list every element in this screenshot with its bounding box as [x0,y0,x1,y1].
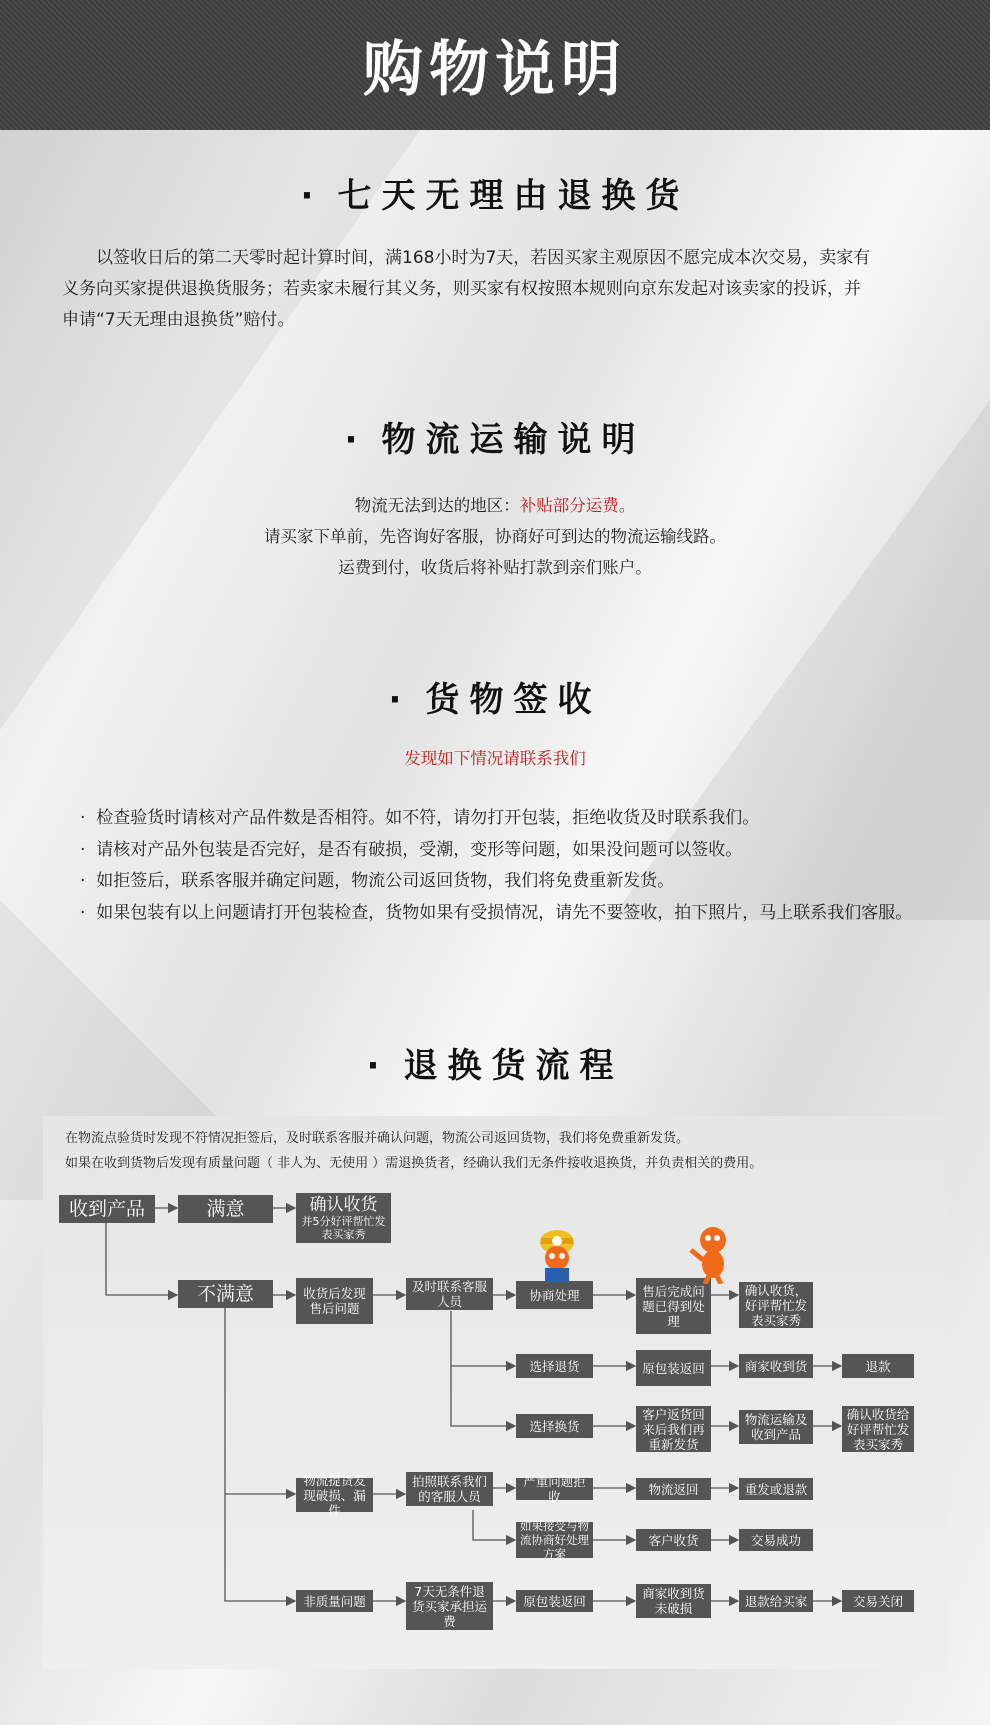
returns-paragraph [62,243,932,336]
node-negotiate: 协商处理 [516,1281,593,1309]
node-deal-done: 交易成功 [739,1529,813,1551]
section-title-returns [0,168,990,217]
node-satisfied: 满意 [178,1195,273,1223]
section-title-text: 货物签收 [425,680,602,720]
node-confirm3: 确认收货给好评帮忙发表买家秀 [842,1406,914,1452]
logistics-text [0,490,990,583]
node-strict-reject: 严重问题拒收 [516,1478,593,1500]
page-title: 购物说明 [363,35,627,105]
delivery-subtitle: 发现如下情况请联系我们 [404,749,586,768]
node-receive: 收到产品 [59,1195,155,1223]
bullet-dot: · [300,176,324,216]
node-contact-cs: 及时联系客服人员 [406,1278,493,1310]
logistics-line-1 [0,490,990,521]
node-after-issue: 收货后发现售后问题 [296,1278,373,1324]
section-title-process [0,1038,990,1087]
node-resend-refund: 重发或退款 [739,1478,813,1500]
flowchart-intro-line: 如果在收到货物后发现有质量问题（ 非人为、无使用 ）需退换货者，经确认我们无条件接收退换货，并负责相关的费用。 [65,1156,763,1171]
bullet-dot: · [344,420,368,460]
mascot-icon [683,1224,737,1284]
node-logistics-return: 物流返回 [636,1478,711,1500]
node-orig-pkg-return: 原包装返回 [636,1350,711,1386]
node-merchant-recv: 商家收到货 [739,1354,813,1378]
node-merchant-recv-ok: 商家收到货未破损 [636,1584,711,1618]
bullet-dot: · [388,680,412,720]
node-confirm [296,1193,391,1243]
list-item: · 检查验货时请核对产品件数是否相符。如不符，请勿打开包装，拒绝收货及时联系我们。 [62,803,932,835]
list-item: · 如果包装有以上问题请打开包装检查，货物如果有受损情况，请先不要签收，拍下照片，马上联系我们客服。 [62,898,932,930]
page-header [0,0,990,130]
node-confirm2: 确认收货，好评帮忙发表买家秀 [739,1282,813,1328]
section-title-logistics [0,412,990,461]
section-title-text: 退换货流程 [403,1046,624,1086]
node-unsatisfied: 不满意 [178,1280,273,1308]
node-after-done: 售后完成问题已得到处理 [636,1278,711,1334]
worker-mascot-icon [531,1226,583,1284]
node-customer-recv: 客户收货 [636,1529,711,1551]
paragraph-line: 以签收日后的第二天零时起计算时间，满168小时为7天，若因买家主观原因不愿完成本次交易，卖家有 [62,248,871,268]
return-process-flowchart [43,1116,947,1669]
logistics-line-2: 请买家下单前，先咨询好客服，协商好可到达的物流运输线路。 [264,527,726,546]
bullet-dot: · [366,1046,390,1086]
node-orig-pkg-return-2: 原包装返回 [516,1590,593,1612]
node-refund: 退款 [842,1354,914,1378]
node-confirm-title: 确认收货 [309,1195,378,1215]
node-logistics-damage: 物流提货发现破损、漏件 [296,1478,373,1512]
logistics-line-3: 运费到付，收货后将补贴打款到亲们账户。 [338,558,652,577]
node-customer-return: 客户返货回来后我们再重新发货 [636,1406,711,1452]
delivery-bullet-list [62,803,932,929]
node-non-quality: 非质量问题 [296,1590,373,1612]
node-deal-closed: 交易关闭 [842,1590,914,1612]
flowchart-intro-line: 在物流点验货时发现不符情况拒签后，及时联系客服并确认问题，物流公司返回货物，我们将免费重新发货。 [65,1131,690,1146]
node-refund-buyer: 退款给买家 [739,1590,813,1612]
section-title-text: 七天无理由退换货 [337,176,690,216]
node-logistics-recv: 物流运输及收到产品 [739,1410,813,1444]
node-accept-logistics: 如果接受与物流协商好处理方案 [516,1522,593,1558]
section-title-delivery [0,672,990,721]
node-seven-day: 7天无条件退货买家承担运费 [406,1582,493,1630]
logistics-line-prefix: 物流无法到达的地区： [354,496,520,515]
list-item: · 请核对产品外包装是否完好，是否有破损，受潮，变形等问题，如果没问题可以签收。 [62,835,932,867]
node-photo-contact: 拍照联系我们的客服人员 [406,1472,493,1506]
node-confirm-sub: 并5分好评帮忙发表买家秀 [301,1215,386,1241]
list-item: · 如拒签后，联系客服并确定问题，物流公司返回货物，我们将免费重新发货。 [62,866,932,898]
section-title-text: 物流运输说明 [381,420,646,460]
node-choose-exchange: 选择换货 [516,1414,593,1438]
paragraph-line: 义务向买家提供退换货服务；若卖家未履行其义务，则买家有权按照本规则向京东发起对该卖家的投诉，并 [62,279,861,299]
logistics-highlight: 补贴部分运费。 [519,496,636,515]
node-choose-return: 选择退货 [516,1354,593,1378]
paragraph-line: 申请“7天无理由退换货”赔付。 [62,310,295,330]
